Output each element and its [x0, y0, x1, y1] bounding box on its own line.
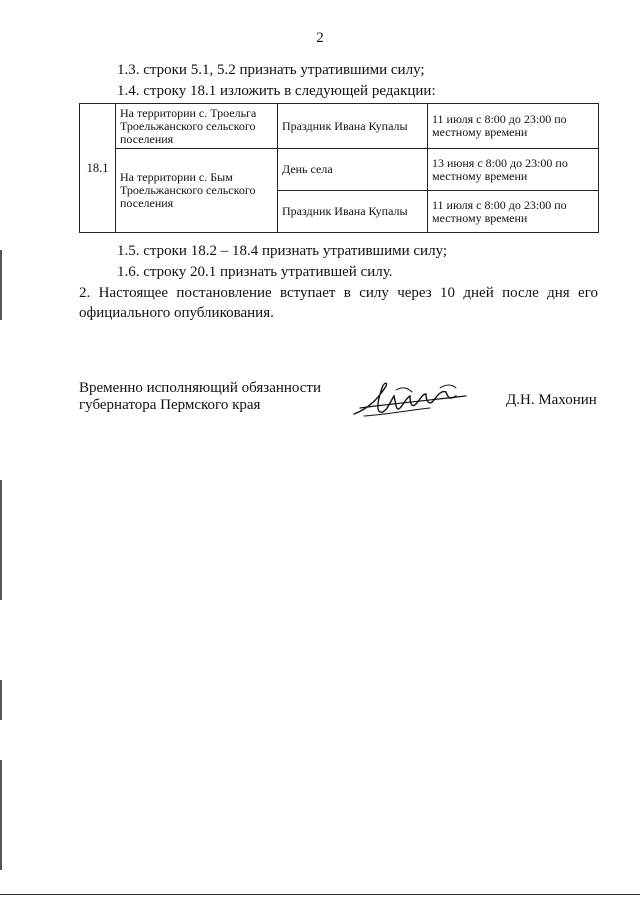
table-row: [80, 149, 599, 191]
event-cell: Праздник Ивана Купалы: [278, 191, 428, 233]
event-cell: День села: [278, 149, 428, 191]
page-number: 2: [316, 30, 324, 46]
signatory-title-line-2: губернатора Пермского края: [79, 397, 261, 413]
row-number-cell: 18.1: [80, 104, 116, 233]
paragraph-2: 2. Настоящее постановление вступает в силу через 10 дней после дня его официального опубликования.: [79, 285, 598, 321]
paragraph-1-4: 1.4. строку 18.1 изложить в следующей редакции:: [117, 83, 436, 99]
paragraph-1-5: 1.5. строки 18.2 – 18.4 признать утратившими силу;: [117, 243, 448, 259]
signatory-title-line-1: Временно исполняющий обязанности: [79, 380, 322, 396]
edit-table: [79, 103, 599, 233]
signatory-name: Д.Н. Махонин: [506, 392, 597, 408]
handwritten-signature: [350, 374, 470, 424]
paragraph-1-6: 1.6. строку 20.1 признать утратившей силу.: [117, 264, 393, 280]
scan-edge-mark: [0, 680, 2, 720]
paragraph-1-3: 1.3. строки 5.1, 5.2 признать утратившими силу;: [117, 62, 425, 78]
scan-bottom-edge: [0, 894, 640, 895]
event-cell: Праздник Ивана Купалы: [278, 104, 428, 149]
territory-cell: На территории с. Троельга Троельжанского сельского поселения: [116, 104, 278, 149]
time-cell: 11 июля с 8:00 до 23:00 по местному времени: [428, 104, 599, 149]
territory-cell: На территории с. Бым Троельжанского сельского поселения: [116, 149, 278, 233]
time-cell: 13 июня с 8:00 до 23:00 по местному времени: [428, 149, 599, 191]
scan-edge-mark: [0, 480, 2, 600]
time-cell: 11 июля с 8:00 до 23:00 по местному времени: [428, 191, 599, 233]
scan-edge-mark: [0, 760, 2, 870]
scan-edge-mark: [0, 250, 2, 320]
table-row: [80, 104, 599, 149]
signatory-title: [79, 380, 321, 414]
